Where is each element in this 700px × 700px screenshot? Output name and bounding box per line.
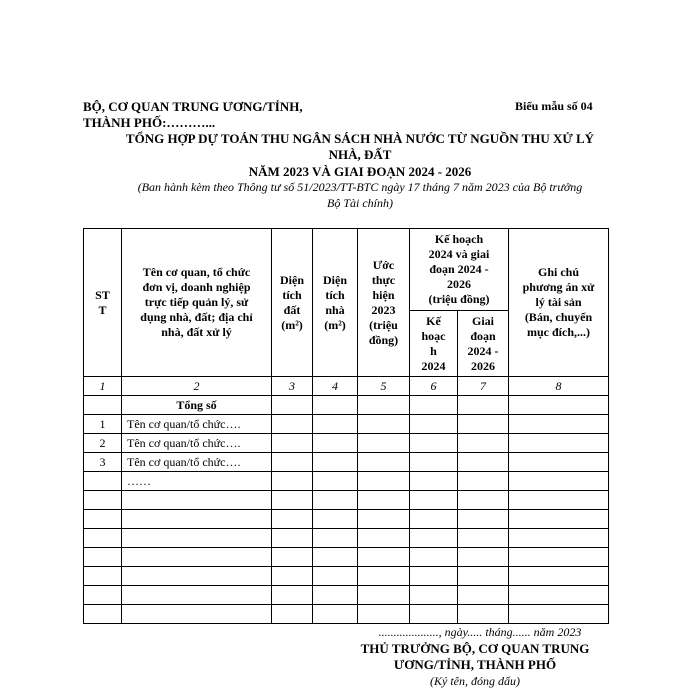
total-cell [509,396,609,415]
row-cell [410,586,458,605]
header-text-line: đoạn [470,328,496,343]
total-label: Tổng số [122,396,272,415]
header-house-area [313,229,358,377]
row-cell [272,491,313,510]
row-cell [358,415,410,434]
row-cell [313,548,358,567]
row-cell [272,529,313,548]
row-stt: 3 [84,453,122,472]
row-cell [272,586,313,605]
row-cell [458,567,509,586]
row-stt [84,605,122,624]
row-cell [458,491,509,510]
row-cell [458,472,509,491]
row-stt: 1 [84,415,122,434]
total-cell [410,396,458,415]
header-text-line: Kế [426,313,441,328]
agency-name-line-1: BỘ, CƠ QUAN TRUNG ƯƠNG/TỈNH, [83,99,303,114]
row-cell [313,510,358,529]
total-cell [358,396,410,415]
column-number-cell: 4 [313,377,358,396]
row-cell [358,586,410,605]
header-text-line: mục đích,...) [527,325,590,339]
row-cell [358,453,410,472]
column-number-cell: 3 [272,377,313,396]
row-organization-name [122,605,272,624]
header-text-line: Ước [372,257,395,272]
header-notes [509,229,609,377]
document-title-line-2: NHÀ, ĐẤT [328,147,392,162]
header-text-line: (triệu đồng) [428,292,490,306]
row-stt [84,510,122,529]
row-stt [84,472,122,491]
header-text-line: ST [95,287,110,302]
row-organization-name [122,567,272,586]
table-row [84,472,609,491]
budget-table [83,228,609,624]
header-text-line: (triệu [369,317,398,332]
header-text-line: phương án xử [522,280,595,294]
row-cell [358,529,410,548]
row-stt [84,548,122,567]
row-cell [410,529,458,548]
table-row [84,548,609,567]
row-cell [509,529,609,548]
row-cell [313,529,358,548]
header-text-line: 2024 - [467,343,499,358]
row-cell [272,415,313,434]
form-number: Biểu mẫu số 04 [515,99,593,113]
header-text-line: (Bán, chuyển [524,310,593,324]
row-organization-name [122,491,272,510]
header-text-line: 2024 và giai [428,247,490,261]
row-cell [509,472,609,491]
row-cell [358,491,410,510]
header-text-line: Tên cơ quan, tổ chức [142,265,251,279]
row-cell [458,453,509,472]
row-cell [509,548,609,567]
row-cell [272,548,313,567]
total-cell [313,396,358,415]
row-organization-name [122,529,272,548]
header-text-line: đơn vị, doanh nghiệp [142,280,251,294]
row-cell [509,434,609,453]
header-text-line: (m²) [281,317,303,332]
header-text-line: lý tài sản [535,295,582,309]
header-text-line: dụng nhà, đất; địa chỉ [140,310,253,324]
header-text-line: đất [283,302,301,317]
row-organization-name: Tên cơ quan/tổ chức…. [122,434,272,453]
header-text-line: Ghi chú [537,265,579,279]
row-cell [313,567,358,586]
row-cell [509,567,609,586]
row-cell [272,434,313,453]
signature-title-line-1: THỦ TRƯỞNG BỘ, CƠ QUAN TRUNG [360,641,590,656]
row-stt [84,586,122,605]
signature-date-line: ...................., ngày..... tháng...... năm 2023 [378,625,582,639]
row-cell [358,605,410,624]
signature-note: (Ký tên, đóng dấu) [430,674,520,688]
header-text-line: h [430,343,437,358]
row-organization-name [122,586,272,605]
header-plan-2024 [410,311,458,377]
column-number-cell: 7 [458,377,509,396]
row-cell [509,491,609,510]
signature-title-line-2: ƯƠNG/TỈNH, THÀNH PHỐ [393,657,557,672]
header-text-line: 2023 [371,302,396,317]
header-plan-group [410,229,509,311]
header-text-line: (m²) [324,317,346,332]
header-text-line: Diện [280,272,304,287]
row-stt [84,491,122,510]
header-text-line: trực tiếp quản lý, sử [144,295,249,309]
row-stt: 2 [84,434,122,453]
row-organization-name: Tên cơ quan/tổ chức…. [122,453,272,472]
row-cell [272,605,313,624]
table-row [84,605,609,624]
header-text-line: nhà, đất xử lý [161,325,232,339]
header-text-line: đoạn 2024 - [429,262,489,276]
row-cell [410,415,458,434]
row-cell [509,586,609,605]
table-row [84,510,609,529]
header-text-line: tích [325,287,345,302]
header-organization-name [122,229,272,377]
total-cell [458,396,509,415]
row-cell [410,434,458,453]
header-text-line: 2026 [447,277,471,291]
total-cell [272,396,313,415]
row-cell [509,415,609,434]
header-text-line: Kế hoạch [434,232,484,246]
column-number-cell: 2 [122,377,272,396]
row-cell [458,415,509,434]
row-cell [272,510,313,529]
document-title-line-3: NĂM 2023 VÀ GIAI ĐOẠN 2024 - 2026 [248,164,472,179]
row-stt [84,529,122,548]
header-text-line: tích [282,287,302,302]
row-cell [509,453,609,472]
document-subtitle-line-2: Bộ Tài chính) [327,196,393,210]
header-text-line: 2024 [421,358,446,373]
row-organization-name [122,548,272,567]
row-cell [272,453,313,472]
table-row [84,567,609,586]
row-cell [313,415,358,434]
row-cell [458,605,509,624]
row-cell [358,548,410,567]
header-plan-period [458,311,509,377]
column-number-cell: 6 [410,377,458,396]
header-text-line: nhà [325,302,345,317]
row-cell [458,510,509,529]
row-cell [410,605,458,624]
table-row [84,415,609,434]
column-number-cell: 5 [358,377,410,396]
header-text-line: thực [371,272,396,287]
table-row [84,586,609,605]
row-organization-name [122,510,272,529]
row-organization-name: Tên cơ quan/tổ chức…. [122,415,272,434]
row-cell [410,453,458,472]
column-number-row [84,377,609,396]
row-cell [458,548,509,567]
row-cell [458,529,509,548]
row-cell [509,605,609,624]
row-cell [410,548,458,567]
document-title-line-1: TỔNG HỢP DỰ TOÁN THU NGÂN SÁCH NHÀ NƯỚC TỪ NGUỒN THU XỬ LÝ [125,131,595,146]
row-cell [410,510,458,529]
row-cell [358,567,410,586]
column-number-cell: 1 [84,377,122,396]
row-cell [458,586,509,605]
row-cell [313,472,358,491]
row-cell [410,491,458,510]
row-cell [313,434,358,453]
row-cell [313,586,358,605]
header-text-line: 2026 [471,358,495,373]
row-cell [509,510,609,529]
row-cell [272,567,313,586]
header-stt [84,229,122,377]
header-text-line: đồng) [368,332,399,347]
total-row [84,396,609,415]
header-land-area [272,229,313,377]
header-estimate-2023 [358,229,410,377]
header-text-line: hiện [372,287,395,302]
row-cell [272,472,313,491]
row-cell [410,567,458,586]
header-text-line: Giai [471,313,494,328]
row-cell [410,472,458,491]
document-subtitle-line-1: (Ban hành kèm theo Thông tư số 51/2023/TT-BTC ngày 17 tháng 7 năm 2023 của Bộ trưởng [137,180,583,194]
table-row [84,491,609,510]
row-cell [458,434,509,453]
row-stt [84,567,122,586]
agency-name-line-2: THÀNH PHỐ:………... [83,115,216,130]
table-row [84,453,609,472]
row-cell [313,453,358,472]
column-number-cell: 8 [509,377,609,396]
table-row [84,529,609,548]
row-cell [358,434,410,453]
header-text-line: hoạc [421,328,446,343]
total-stt-cell [84,396,122,415]
header-text-line: Diện [323,272,347,287]
table-row [84,434,609,453]
header-text-line: T [98,302,107,317]
row-cell [358,472,410,491]
row-organization-name: …… [122,472,272,491]
row-cell [358,510,410,529]
row-cell [313,491,358,510]
row-cell [313,605,358,624]
